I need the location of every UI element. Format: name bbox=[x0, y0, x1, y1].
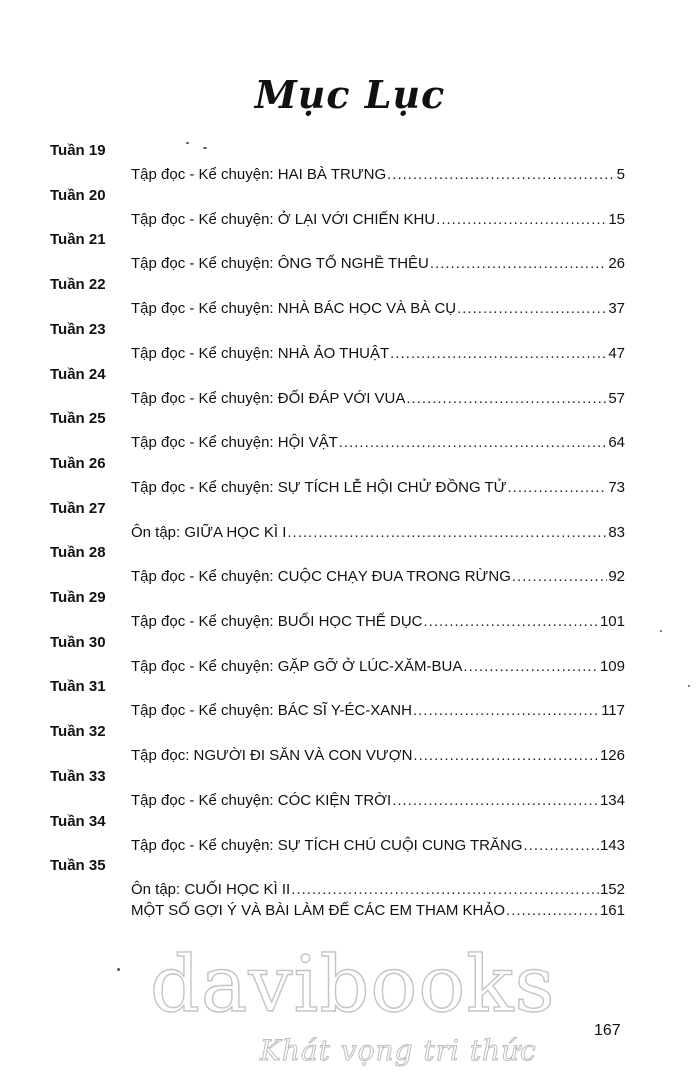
toc-page-number: 37 bbox=[608, 300, 625, 318]
week-label: Tuần 33 bbox=[50, 767, 106, 785]
toc-entry bbox=[131, 613, 625, 631]
page-number: 167 bbox=[594, 1022, 621, 1039]
toc-dot-leader bbox=[392, 792, 599, 810]
week-label: Tuần 28 bbox=[50, 544, 106, 562]
toc-entry bbox=[131, 881, 625, 899]
week-label: Tuần 22 bbox=[50, 276, 106, 294]
week-label: Tuần 32 bbox=[50, 723, 106, 741]
toc-dot-leader bbox=[463, 658, 599, 676]
toc-dot-leader bbox=[507, 479, 607, 497]
toc-page-number: 109 bbox=[599, 657, 625, 675]
toc-page-number: 64 bbox=[608, 434, 625, 452]
toc-entry-title: Tập đọc - Kể chuyện: ĐỐI ĐÁP VỚI VUA bbox=[131, 389, 406, 407]
toc-entry-title: Ôn tập: CUỐI HỌC KÌ II bbox=[131, 881, 291, 899]
toc-entry-title: Tập đọc - Kể chuyện: BUỔI HỌC THỂ DỤC bbox=[131, 613, 423, 630]
toc-entry-title: Tập đọc - Kể chuyện: NHÀ BÁC HỌC VÀ BÀ CỤ bbox=[131, 300, 457, 318]
toc-entry-title: Tập đọc - Kể chuyện: GẶP GỠ Ở LÚC-XĂM-BUA bbox=[131, 657, 463, 675]
toc-entry bbox=[131, 837, 625, 855]
toc-page-number: 47 bbox=[608, 344, 625, 362]
week-label: Tuần 21 bbox=[50, 231, 106, 249]
toc-dot-leader bbox=[287, 524, 607, 542]
toc-page-number: 83 bbox=[608, 523, 625, 541]
week-label: Tuần 34 bbox=[50, 812, 106, 830]
toc-dot-leader bbox=[291, 881, 599, 899]
week-label: Tuần 26 bbox=[50, 454, 106, 472]
print-speck bbox=[203, 147, 207, 149]
toc-entry bbox=[131, 345, 625, 363]
toc-entry-title: Tập đọc - Kể chuyện: HỘI VẬT bbox=[131, 434, 338, 452]
page-title: Mục Lục bbox=[254, 72, 446, 117]
toc-entry bbox=[131, 524, 625, 542]
toc-dot-leader bbox=[457, 300, 607, 318]
week-label: Tuần 25 bbox=[50, 410, 106, 428]
week-label: Tuần 29 bbox=[50, 589, 106, 606]
toc-entry bbox=[131, 390, 625, 408]
toc-page-number: 152 bbox=[599, 881, 625, 899]
print-speck bbox=[688, 685, 690, 687]
toc-page-number: 57 bbox=[608, 389, 625, 407]
toc-entry-title: Ôn tập: GIỮA HỌC KÌ I bbox=[131, 523, 287, 541]
toc-entry-title: Tập đọc - Kể chuyện: BÁC SĨ Y-ÉC-XANH bbox=[131, 702, 412, 720]
toc-page-number: 73 bbox=[608, 478, 625, 496]
print-speck bbox=[186, 142, 189, 144]
toc-entry-title: Tập đọc - Kể chuyện: SỰ TÍCH LỄ HỘI CHỬ ĐỒNG TỬ bbox=[131, 478, 507, 496]
toc-entry bbox=[131, 792, 625, 810]
toc-entry-final bbox=[131, 902, 625, 920]
toc-page-number: 134 bbox=[599, 791, 625, 809]
toc-dot-leader bbox=[506, 902, 599, 920]
watermark-tagline: Khát vọng tri thức bbox=[260, 1034, 537, 1067]
week-label: Tuần 31 bbox=[50, 678, 106, 696]
toc-dot-leader bbox=[413, 702, 600, 720]
toc-page-number: 15 bbox=[608, 210, 625, 228]
toc-entry-title: Tập đọc - Kể chuyện: CUỘC CHẠY ĐUA TRONG RỪNG bbox=[131, 568, 511, 586]
toc-page-number: 117 bbox=[601, 702, 625, 720]
toc-page-number: 92 bbox=[608, 568, 625, 586]
toc-entry bbox=[131, 479, 625, 497]
print-speck bbox=[660, 630, 662, 632]
toc-page-number: 143 bbox=[599, 836, 625, 854]
toc-entry bbox=[131, 434, 625, 452]
toc-page-number: 161 bbox=[599, 902, 625, 920]
week-label: Tuần 20 bbox=[50, 186, 106, 204]
toc-dot-leader bbox=[423, 613, 598, 631]
toc-entry bbox=[131, 166, 625, 184]
toc-entry bbox=[131, 300, 625, 318]
toc-dot-leader bbox=[339, 434, 608, 452]
week-label: Tuần 19 bbox=[50, 142, 106, 159]
toc-dot-leader bbox=[430, 255, 607, 273]
toc-entry bbox=[131, 568, 625, 586]
toc-dot-leader bbox=[413, 747, 599, 765]
watermark-logo: davibooks bbox=[150, 940, 556, 1030]
week-label: Tuần 24 bbox=[50, 365, 106, 383]
toc-dot-leader bbox=[524, 837, 599, 855]
toc-entry bbox=[131, 702, 625, 720]
toc-entry-title: Tập đọc - Kể chuyện: CÓC KIỆN TRỜI bbox=[131, 791, 392, 809]
toc-page-number: 5 bbox=[616, 166, 625, 183]
toc-dot-leader bbox=[390, 345, 607, 363]
week-label: Tuần 23 bbox=[50, 320, 106, 338]
toc-page-number: 126 bbox=[599, 747, 625, 765]
print-speck bbox=[117, 968, 120, 971]
toc-entry-title: Tập đọc - Kể chuyện: HAI BÀ TRƯNG bbox=[131, 166, 387, 183]
toc-entry-title: Tập đọc - Kể chuyện: NHÀ ẢO THUẬT bbox=[131, 344, 390, 362]
toc-entry bbox=[131, 747, 625, 765]
toc-entry bbox=[131, 211, 625, 229]
toc-entry bbox=[131, 255, 625, 273]
toc-page-number: 101 bbox=[599, 613, 625, 630]
toc-dot-leader bbox=[387, 166, 616, 184]
toc-entry-title: Tập đọc: NGƯỜI ĐI SĂN VÀ CON VƯỢN bbox=[131, 747, 413, 765]
toc-dot-leader bbox=[512, 568, 607, 586]
toc-entry-title: Tập đọc - Kể chuyện: ÔNG TỔ NGHỀ THÊU bbox=[131, 255, 429, 273]
toc-dot-leader bbox=[406, 390, 607, 408]
toc-entry-title: Tập đọc - Kể chuyện: SỰ TÍCH CHÚ CUỘI CUNG TRĂNG bbox=[131, 836, 523, 854]
toc-entry-title: Tập đọc - Kể chuyện: Ở LẠI VỚI CHIẾN KHU bbox=[131, 210, 436, 228]
week-label: Tuần 30 bbox=[50, 633, 106, 651]
toc-page-number: 26 bbox=[608, 255, 625, 273]
toc-entry bbox=[131, 658, 625, 676]
week-label: Tuần 27 bbox=[50, 499, 106, 517]
toc-entry-title: MỘT SỐ GỢI Ý VÀ BÀI LÀM ĐỂ CÁC EM THAM KHẢO bbox=[131, 902, 506, 920]
week-label: Tuần 35 bbox=[50, 857, 106, 875]
toc-dot-leader bbox=[436, 211, 607, 229]
